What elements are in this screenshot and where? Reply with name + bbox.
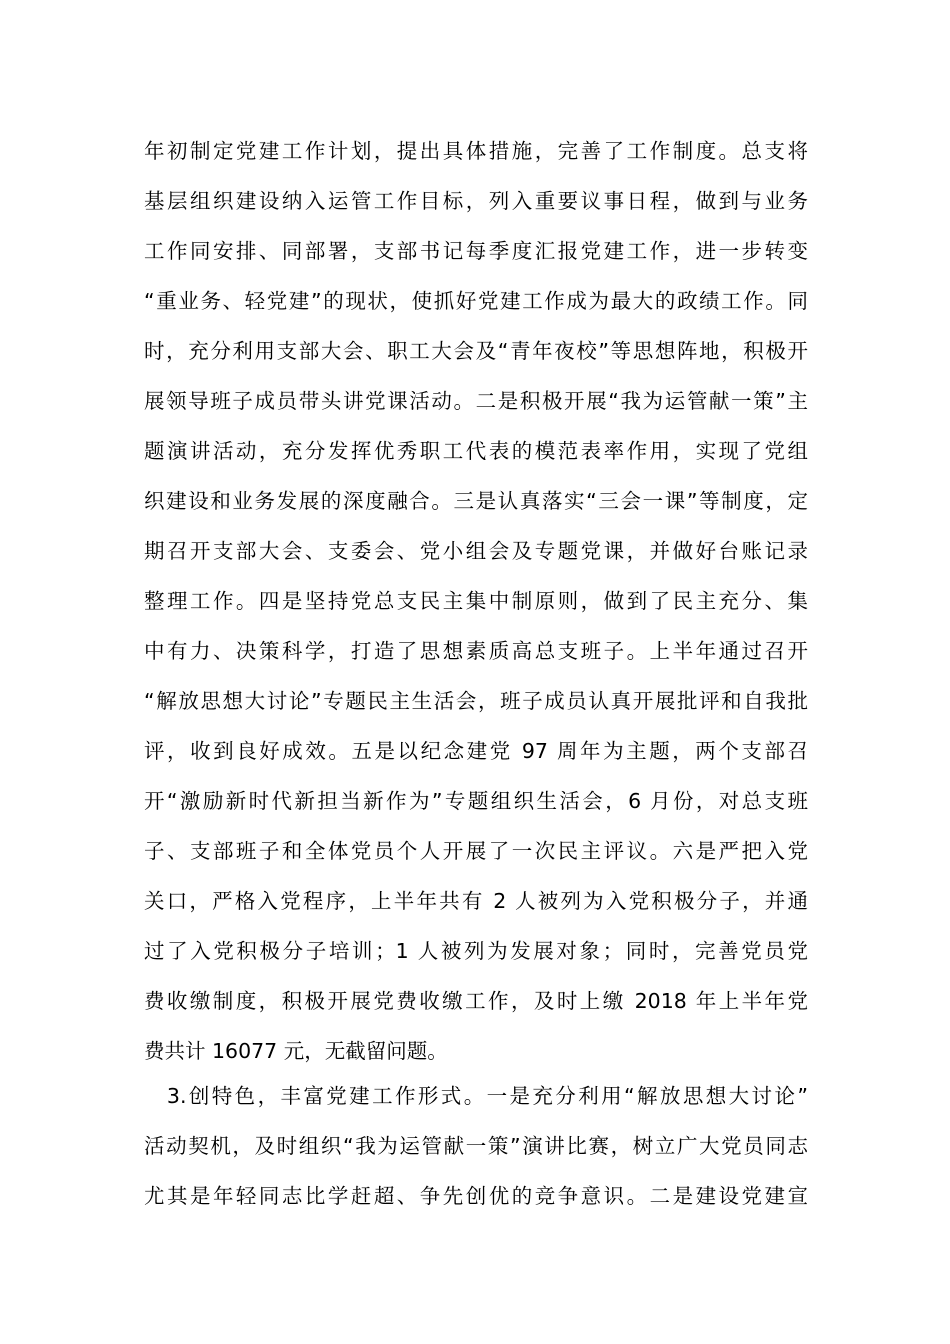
text-line: 开“激励新时代新担当新作为”专题组织生活会，6 月份，对总支班: [144, 789, 808, 813]
text-line: 展领导班子成员带头讲党课活动。二是积极开展“我为运管献一策”主: [144, 389, 808, 413]
text-line: 关口，严格入党程序，上半年共有 2 人被列为入党积极分子，并通: [144, 889, 808, 913]
text-line: 过了入党积极分子培训；1 人被列为发展对象；同时，完善党员党: [144, 939, 808, 963]
text-line: 3.创特色，丰富党建工作形式。一是充分利用“解放思想大讨论”: [144, 1084, 808, 1108]
text-line: 尤其是年轻同志比学赶超、争先创优的竞争意识。二是建设党建宣: [144, 1184, 808, 1208]
text-line: 基层组织建设纳入运管工作目标，列入重要议事日程，做到与业务: [144, 189, 808, 213]
text-line: 子、支部班子和全体党员个人开展了一次民主评议。六是严把入党: [144, 839, 808, 863]
text-line: 活动契机，及时组织“我为运管献一策”演讲比赛，树立广大党员同志: [144, 1134, 808, 1158]
text-line: 织建设和业务发展的深度融合。三是认真落实“三会一课”等制度，定: [144, 489, 808, 513]
text-line: 题演讲活动，充分发挥优秀职工代表的模范表率作用，实现了党组: [144, 439, 808, 463]
text-line: “解放思想大讨论”专题民主生活会，班子成员认真开展批评和自我批: [144, 689, 808, 713]
text-line: 工作同安排、同部署，支部书记每季度汇报党建工作，进一步转变: [144, 239, 808, 263]
text-line: 期召开支部大会、支委会、党小组会及专题党课，并做好台账记录: [144, 539, 808, 563]
text-line: 时，充分利用支部大会、职工大会及“青年夜校”等思想阵地，积极开: [144, 339, 808, 363]
paragraph-party-building-work: [144, 126, 808, 1076]
text-line: 评，收到良好成效。五是以纪念建党 97 周年为主题，两个支部召: [144, 739, 808, 763]
text-line: 费收缴制度，积极开展党费收缴工作，及时上缴 2018 年上半年党: [144, 989, 808, 1013]
text-line: 年初制定党建工作计划，提出具体措施，完善了工作制度。总支将: [144, 139, 808, 163]
text-line: 费共计 16077 元，无截留问题。: [144, 1039, 448, 1063]
text-line: “重业务、轻党建”的现状，使抓好党建工作成为最大的政绩工作。同: [144, 289, 808, 313]
paragraph-featured-work-forms: [144, 1071, 808, 1221]
text-line: 整理工作。四是坚持党总支民主集中制原则，做到了民主充分、集: [144, 589, 808, 613]
text-line: 中有力、决策科学，打造了思想素质高总支班子。上半年通过召开: [144, 639, 808, 663]
